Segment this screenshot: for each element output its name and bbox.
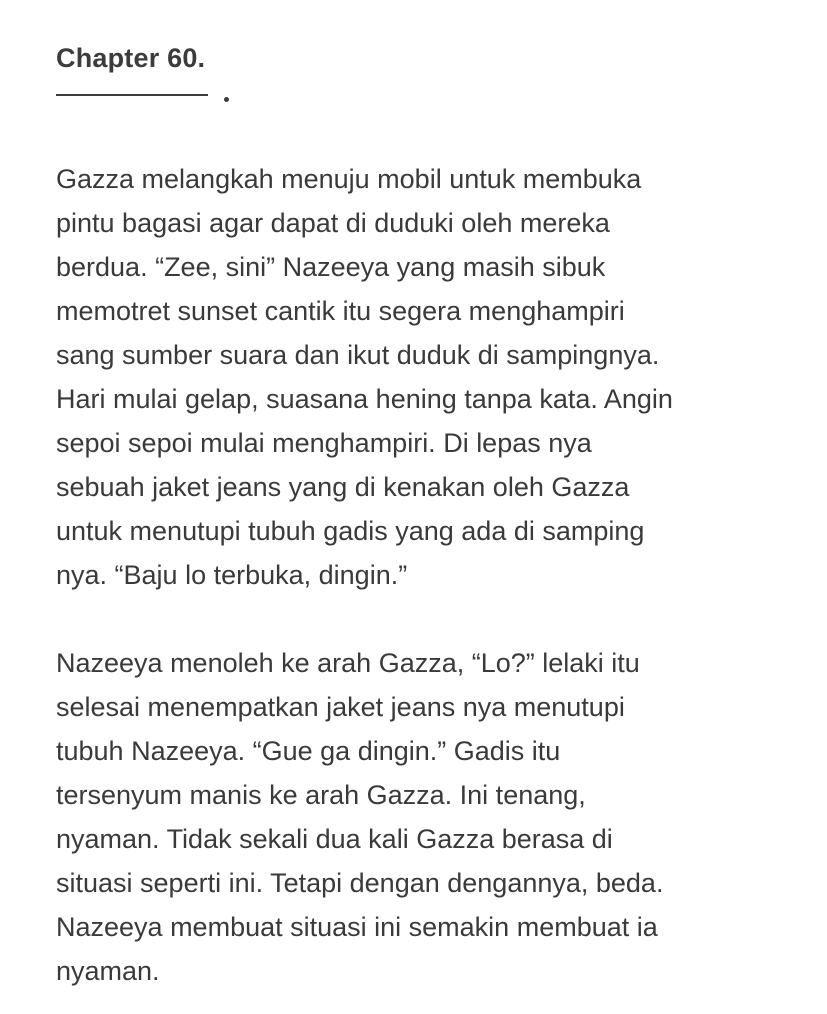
text-line: memotret sunset cantik itu segera menghampiri xyxy=(56,296,625,326)
paragraph-1 xyxy=(56,157,796,597)
chapter-title: Chapter 60. xyxy=(56,43,206,73)
text-line: sang sumber suara dan ikut duduk di sampingnya. xyxy=(56,340,660,370)
paragraph-2 xyxy=(56,641,796,993)
text-line: nya. “Baju lo terbuka, dingin.” xyxy=(56,560,408,590)
text-line: Hari mulai gelap, suasana hening tanpa kata. Angin xyxy=(56,384,673,414)
text-line: situasi seperti ini. Tetapi dengan dengannya, beda. xyxy=(56,868,664,898)
text-line: Gazza melangkah menuju mobil untuk membuka xyxy=(56,164,642,194)
chapter-divider xyxy=(56,88,796,102)
text-line: untuk menutupi tubuh gadis yang ada di samping xyxy=(56,516,645,546)
text-line: berdua. “Zee, sini” Nazeeya yang masih sibuk xyxy=(56,252,606,282)
text-line: pintu bagasi agar dapat di duduki oleh mereka xyxy=(56,208,610,238)
text-line: nyaman. Tidak sekali dua kali Gazza berasa di xyxy=(56,824,613,854)
text-line: Nazeeya membuat situasi ini semakin membuat ia xyxy=(56,912,658,942)
text-line: sepoi sepoi mulai menghampiri. Di lepas nya xyxy=(56,428,592,458)
divider-dot xyxy=(224,97,229,102)
document-page xyxy=(56,40,796,993)
text-line: tersenyum manis ke arah Gazza. Ini tenang, xyxy=(56,780,586,810)
text-line: selesai menempatkan jaket jeans nya menutupi xyxy=(56,692,625,722)
text-line: tubuh Nazeeya. “Gue ga dingin.” Gadis itu xyxy=(56,736,561,766)
divider-line xyxy=(56,94,208,96)
text-line: sebuah jaket jeans yang di kenakan oleh Gazza xyxy=(56,472,630,502)
text-line: Nazeeya menoleh ke arah Gazza, “Lo?” lelaki itu xyxy=(56,648,640,678)
text-line: nyaman. xyxy=(56,956,160,986)
